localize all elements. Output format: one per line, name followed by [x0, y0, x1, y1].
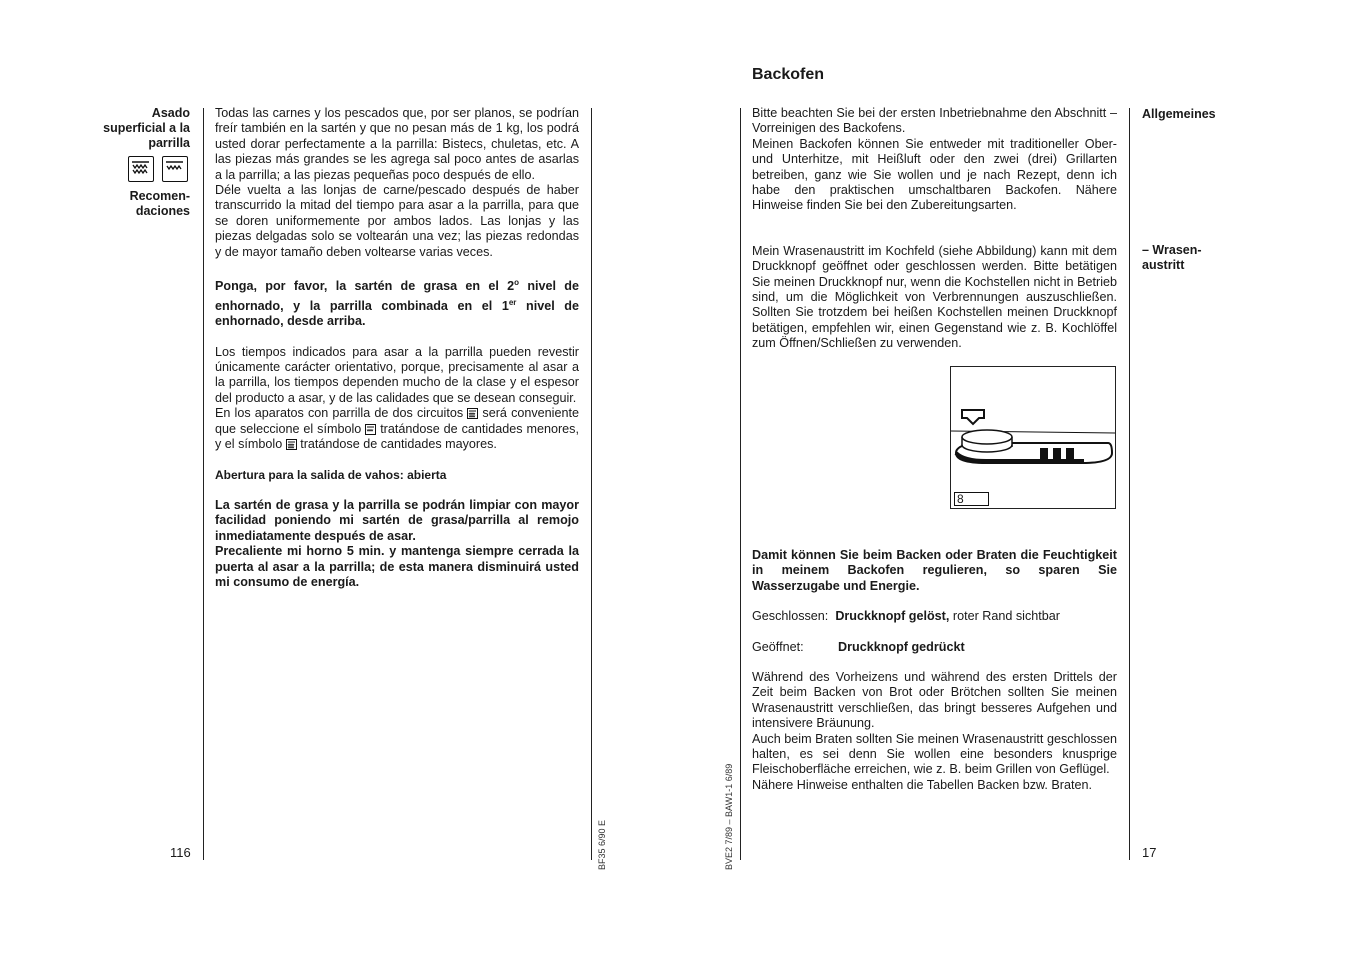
right-bold-note: Damit können Sie beim Backen oder Braten die Feuchtigkeit in meinem Backofen regulieren, so sparen Sie Wasserzugabe und Energie. — [752, 548, 1117, 593]
right-para-4: Während des Vorheizens und während des ersten Drittels der Zeit beim Backen von Brot oder Brötchen sollten Sie meinen Wrasenaustritt verschließen, das bringt besseres Aufgehen und intensivere Bräunung. — [752, 670, 1117, 731]
right-para-3: Mein Wrasenaustritt im Kochfeld (siehe Abbildung) kann mit dem Druckknopf geöffnet oder geschlossen werden. Bitte betätigen Sie meinen Druckknopf nur, wenn die Kochstellen nicht in Betrieb sind, um die Möglichkeit von Verbrennungen auszuschließen. Sollten Sie trotzdem bei heißen Kochstellen meinen Druckknopf betätigen, empfehlen wir, einen Gegenstand wie z. B. Kochlöffel zum Öffnen/Schließen zu verwenden. — [752, 243, 1117, 351]
right-side-heading-vent: – Wrasen- austritt — [1142, 243, 1202, 272]
left-para-3: Los tiempos indicados para asar a la parrilla pueden revestir únicamente carácter orientativo, porque, precisamente al asar a la parrilla, los tiempos dependen mucho de la clase y el espesor del producto a asar, y de las calidades que se desean conseguir. — [215, 344, 579, 405]
right-para-1: Bitte beachten Sie bei der ersten Inbetriebnahme den Abschnitt – Vorreinigen des Backofens. — [752, 106, 1117, 136]
left-bold-note-2: Abertura para la salida de vahos: abierta — [215, 467, 447, 482]
right-column-divider — [1129, 108, 1130, 860]
left-bold-note-4: Precaliente mi horno 5 min. y mantenga siempre cerrada la puerta al asar a la parrilla; de esta manera disminuirá usted mi consumo de energía. — [215, 544, 579, 589]
left-side-heading-grill: Asado superficial a la parrilla — [103, 106, 190, 150]
left-bold-note-1: Ponga, por favor, la sartén de grasa en el 2$^o$ nivel de enhornado, y la parrilla combinada en el 1er nivel de enhornado, desde arriba. — [215, 278, 579, 329]
left-page-number: 116 — [170, 845, 191, 860]
right-page-left-rule — [740, 108, 741, 860]
right-side-heading-general: Allgemeines — [1142, 107, 1216, 121]
closed-state-line: Geschlossen: Druckknopf gelöst, roter Rand sichtbar — [752, 609, 1060, 624]
left-column-divider — [203, 108, 204, 860]
right-page-number: 17 — [1142, 845, 1157, 860]
right-para-6: Nähere Hinweise enthalten die Tabellen Backen bzw. Braten. — [752, 777, 1093, 792]
left-para-4: En los aparatos con parrilla de dos circuitos será conveniente que seleccione el símbolo tratándose de cantidades menores, y el símbolo tratándose de cantidades mayores. — [215, 406, 579, 452]
double-grill-icon — [467, 408, 478, 419]
right-page-title: Backofen — [752, 66, 825, 83]
right-footer-code: BVE2 7/89 – BAW1-1 6/89 — [724, 763, 734, 870]
right-para-5: Auch beim Braten sollten Sie meinen Wrasenaustritt geschlossen halten, es sei denn Sie wollen eine besonders knusprige Fleischoberfläche erreichen, wie z. B. beim Grillen von Geflügel. — [752, 731, 1117, 777]
double-grill-icon — [286, 439, 297, 450]
left-para-1: Todas las carnes y los pescados que, por ser planos, se podrían freír también en la sartén y que no pesan más de 1 kg, los podrá usted dorar perfectamente a la parrilla: Bistecs, chuletas, etc. A las piezas más grandes se les agrega sal poco antes de asarlas a la parrilla; a las piezas pequeñas poco después de ello. — [215, 106, 579, 182]
vent-button-figure — [950, 366, 1116, 509]
right-body-top — [752, 106, 1117, 352]
right-body-bottom — [752, 548, 1117, 793]
single-grill-icon — [365, 424, 376, 435]
left-page-right-rule — [591, 108, 592, 860]
double-grill-icon — [128, 156, 154, 182]
single-grill-icon — [162, 156, 188, 182]
right-para-2: Meinen Backofen können Sie entweder mit traditioneller Ober- und Unterhitze, mit Heißluft oder den zwei (drei) Grillarten betreiben, ganz wie Sie wollen und je nach Rezept, denn ich habe den praktischen umschaltbaren Backofen. Nähere Hinweise finden Sie bei den Zubereitungsarten. — [752, 136, 1117, 213]
left-para-2: Déle vuelta a las lonjas de carne/pescado después de haber transcurrido la mitad del tiempo para asar a la parrilla, para que se doren uniformemente por ambos lados. Las lonjas y las piezas delgadas solo se voltearán una vez; las piezas redondas y de mayor tamaño deben voltearse varias veces. — [215, 183, 579, 259]
left-bold-note-3: La sartén de grasa y la parrilla se podrán limpiar con mayor facilidad poniendo mi sartén de grasa/parrilla al remojo inmediatamente después de asar. — [215, 497, 579, 543]
figure-label-box: 8 — [954, 492, 989, 506]
left-footer-code: BF35 6/90 E — [597, 819, 607, 870]
left-side-heading-recommendations: Recomen- daciones — [129, 189, 190, 218]
left-body — [215, 106, 579, 590]
open-state-line: Geöffnet: Druckknopf gedrückt — [752, 639, 965, 654]
